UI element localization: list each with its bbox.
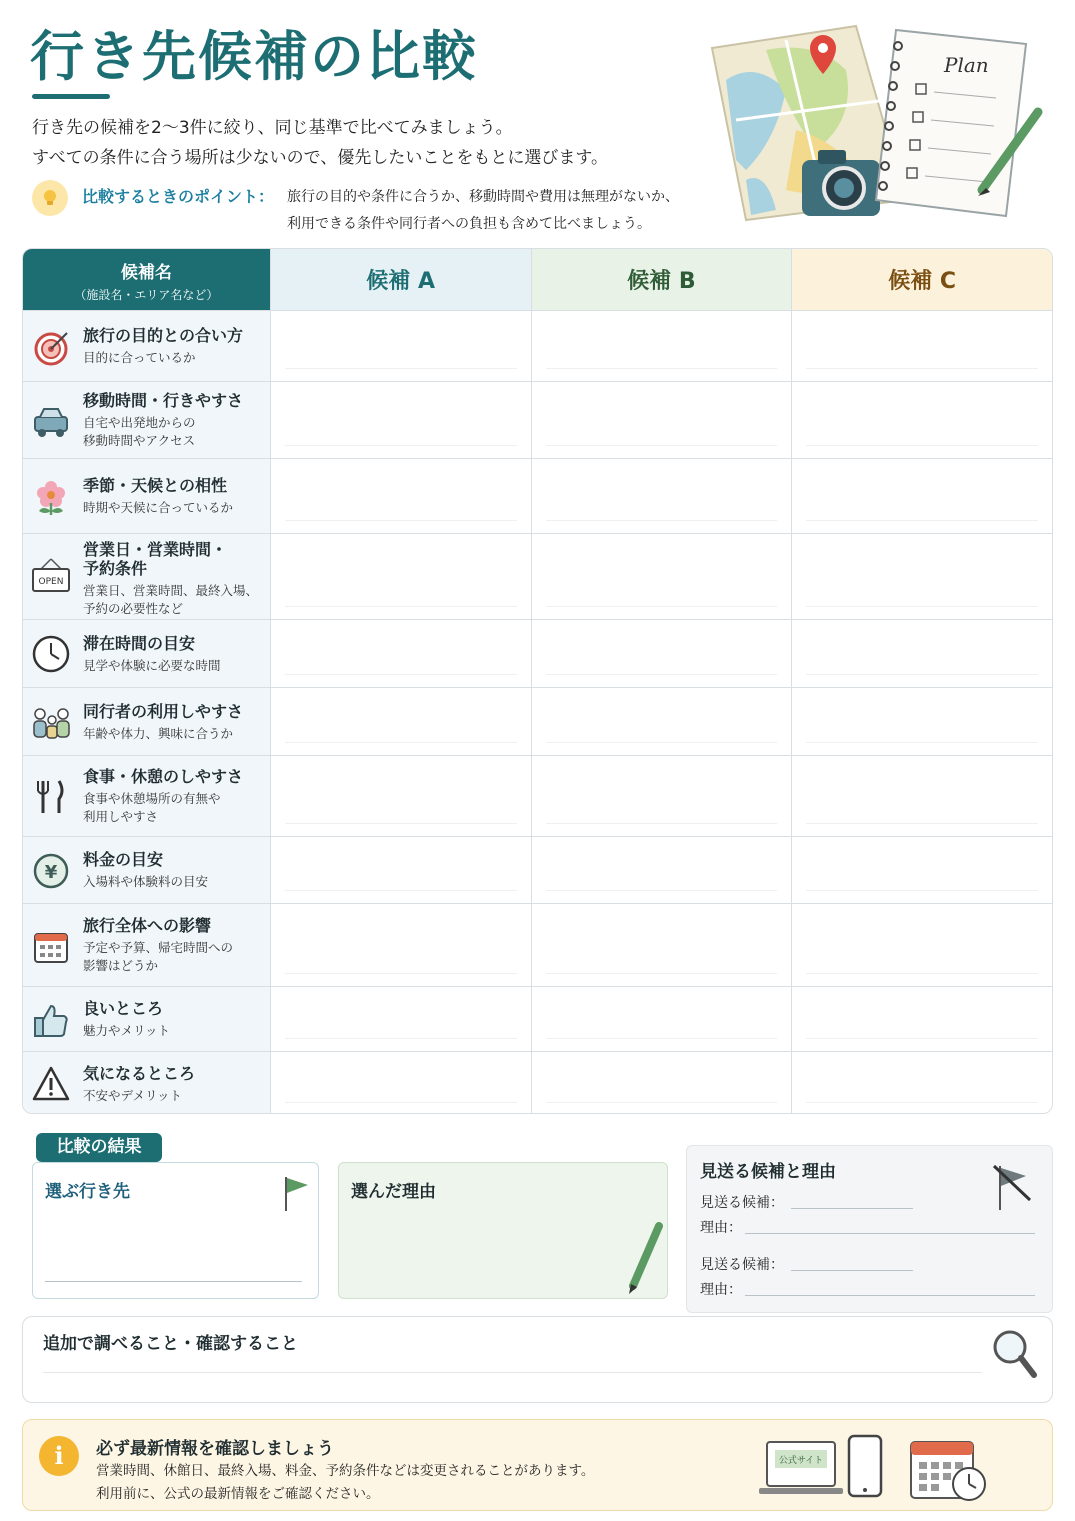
cell-candidate-c[interactable] [791,620,1052,687]
car-icon [31,401,71,441]
row-label-cell [23,382,270,458]
chosen-destination-line [45,1281,302,1282]
row-title: 季節・天候との相性 [83,476,228,495]
intro-line-1: 行き先の候補を2〜3件に絞り、同じ基準で比べてみましょう。 [32,118,513,138]
row-label-cell [23,1052,270,1114]
skip-reason-line-1[interactable] [745,1233,1035,1234]
additional-research-line [43,1372,982,1373]
yen-icon [31,851,71,891]
skipped-candidates-box [686,1145,1053,1313]
skipped-heading: 見送る候補と理由 [700,1162,836,1182]
cell-candidate-c[interactable] [791,534,1052,619]
cell-candidate-b[interactable] [531,382,792,458]
svg-text:¥: ¥ [44,861,58,883]
cell-candidate-a[interactable] [270,382,531,458]
row-title: 同行者の利用しやすさ [83,701,244,721]
cell-candidate-c[interactable] [791,987,1052,1051]
row-title: 旅行全体への影響 [83,916,212,935]
row-title: 滞在時間の目安 [83,633,196,653]
row-subtitle: 時期や天候に合っているか [83,500,234,515]
header-candidate-a: 候補 A [270,249,531,310]
tip-text [287,184,727,238]
tip-label: 比較するときのポイント： [82,187,275,206]
notice-text [96,1460,594,1506]
reason-heading: 選んだ理由 [351,1182,436,1202]
clock-icon [31,634,71,674]
cell-candidate-a[interactable] [270,987,531,1051]
cell-candidate-a[interactable] [270,620,531,687]
cell-candidate-b[interactable] [531,1052,792,1114]
notice-title: 必ず最新情報を確認しましょう [96,1439,334,1459]
row-subtitle: 年齢や体力、興味に合うか [83,725,234,741]
header-label-sub: （施設名・エリア名など） [74,288,219,302]
thumbs-up-icon [31,1000,71,1040]
row-label-cell [23,534,270,619]
cell-candidate-b[interactable] [531,620,792,687]
additional-research-box[interactable] [22,1316,1053,1403]
cell-candidate-c[interactable] [791,311,1052,381]
row-label-cell [23,837,270,903]
title-underline [32,94,110,99]
additional-research-heading: 追加で調べること・確認すること [43,1334,298,1354]
cell-candidate-a[interactable] [270,311,531,381]
cell-candidate-a[interactable] [270,688,531,755]
flower-icon [31,477,71,517]
skip-candidate-label-2: 見送る候補： [700,1257,784,1273]
table-header-row [23,249,1052,310]
table-row [23,381,1052,458]
skip-reason-line-2[interactable] [745,1295,1035,1296]
cell-candidate-c[interactable] [791,688,1052,755]
info-icon: i [39,1436,79,1476]
cell-candidate-a[interactable] [270,904,531,986]
chosen-destination-box[interactable] [32,1162,319,1299]
comparison-table [22,248,1053,1114]
cell-candidate-a[interactable] [270,459,531,533]
skip-reason-label-1: 理由： [700,1220,742,1236]
tip-line-1: 旅行の目的や条件に合うか、移動時間や費用は無理がないか、 [287,189,679,205]
latest-info-notice [22,1419,1053,1511]
table-row [23,687,1052,755]
skip-candidate-line-1[interactable] [791,1208,913,1209]
table-row [23,903,1052,986]
smartphone-icon [849,1436,881,1496]
page-title: 行き先候補の比較 [30,25,478,88]
row-subtitle: 入場料や体験料の目安 [83,874,209,889]
cell-candidate-b[interactable] [531,987,792,1051]
row-title: 移動時間・行きやすさ [83,391,244,410]
header-label-cell [23,249,270,310]
crossed-flag-icon [990,1160,1034,1212]
flag-icon [280,1173,310,1213]
cell-candidate-b[interactable] [531,459,792,533]
notice-line-2: 利用前に、公式の最新情報をご確認ください。 [96,1486,380,1502]
row-label-cell [23,904,270,986]
header-candidate-c: 候補 C [791,249,1052,310]
row-title: 良いところ [83,999,164,1018]
notebook-plan-text: Plan [944,53,989,77]
notebook-illustration [876,30,1026,216]
cell-candidate-c[interactable] [791,459,1052,533]
row-subtitle: 見学や体験に必要な時間 [83,657,221,673]
laptop-label: 公式サイト [778,1456,824,1466]
row-subtitle: 営業日、営業時間、最終入場、 予約の必要性など [83,583,259,616]
pencil-icon [625,1222,665,1296]
table-row [23,533,1052,619]
skip-reason-label-2: 理由： [700,1282,742,1298]
row-label-cell [23,311,270,381]
cell-candidate-c[interactable] [791,837,1052,903]
table-row [23,619,1052,687]
cell-candidate-b[interactable] [531,904,792,986]
laptop-icon [759,1442,843,1494]
row-title: 旅行の目的との合い方 [83,326,244,345]
row-subtitle: 魅力やメリット [83,1023,171,1038]
calendar-clock-icon [911,1442,985,1500]
table-row [23,310,1052,381]
cell-candidate-a[interactable] [270,534,531,619]
table-row [23,1051,1052,1114]
cell-candidate-c[interactable] [791,756,1052,836]
header-candidate-b: 候補 B [531,249,792,310]
row-subtitle: 自宅や出発地からの 移動時間やアクセス [83,415,196,448]
row-subtitle: 目的に合っているか [83,350,196,365]
reason-box[interactable] [338,1162,668,1299]
skip-candidate-line-2[interactable] [791,1270,913,1271]
row-label-cell [23,620,270,687]
open-sign-icon [31,557,71,597]
cell-candidate-b[interactable] [531,837,792,903]
cell-candidate-c[interactable] [791,904,1052,986]
cell-candidate-a[interactable] [270,756,531,836]
svg-text:OPEN: OPEN [38,577,64,587]
row-label-cell [23,459,270,533]
row-subtitle: 予定や予算、帰宅時間への 影響はどうか [83,940,234,973]
fork-knife-icon [31,777,71,817]
table-row [23,836,1052,903]
travel-illustration [706,20,1046,230]
cell-candidate-b[interactable] [531,311,792,381]
table-row [23,986,1052,1051]
row-title: 営業日・営業時間・ 予約条件 [83,540,228,578]
table-row [23,755,1052,836]
magnifier-icon [990,1327,1038,1381]
table-row [23,458,1052,533]
lightbulb-icon [32,180,68,216]
calendar-icon [31,926,71,966]
cell-candidate-b[interactable] [531,688,792,755]
cell-candidate-a[interactable] [270,837,531,903]
target-icon [31,327,71,367]
cell-candidate-b[interactable] [531,756,792,836]
cell-candidate-a[interactable] [270,1052,531,1114]
warning-icon [31,1064,71,1104]
cell-candidate-c[interactable] [791,1052,1052,1114]
row-label-cell [23,688,270,755]
device-icons [759,1432,1003,1504]
skip-candidate-label-1: 見送る候補： [700,1195,784,1211]
row-title: 料金の目安 [83,850,164,869]
row-label-cell [23,756,270,836]
row-label-cell [23,987,270,1051]
family-icon [31,702,71,742]
tip-line-2: 利用できる条件や同行者への負担も含めて比べましょう。 [287,216,651,232]
row-subtitle: 不安やデメリット [83,1087,183,1103]
row-subtitle: 食事や休憩場所の有無や 利用しやすさ [83,791,221,824]
intro-line-2: すべての条件に合う場所は少ないので、優先したいことをもとに選びます。 [32,148,608,168]
chosen-destination-heading: 選ぶ行き先 [45,1182,130,1202]
intro-text [32,113,608,173]
row-title: 気になるところ [83,1063,196,1083]
row-title: 食事・休憩のしやすさ [83,767,244,786]
cell-candidate-b[interactable] [531,534,792,619]
cell-candidate-c[interactable] [791,382,1052,458]
notice-line-1: 営業時間、休館日、最終入場、料金、予約条件などは変更されることがあります。 [96,1463,595,1479]
header-label-title: 候補名 [120,263,172,283]
result-tag: 比較の結果 [36,1133,162,1162]
